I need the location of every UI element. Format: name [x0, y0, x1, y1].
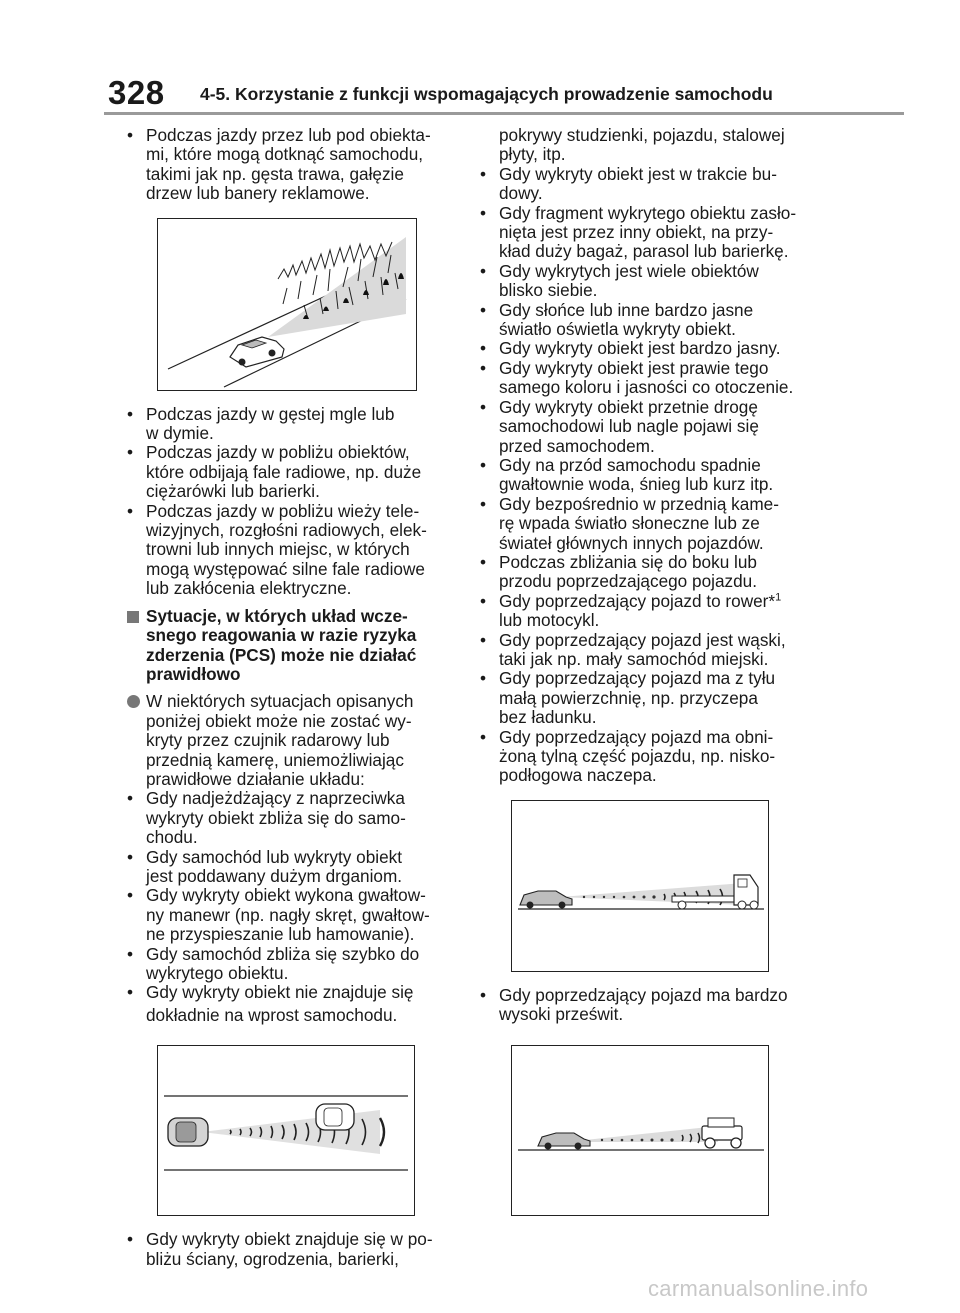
intro-paragraph: W niektórych sytuacjach opisanych poniżej obiekt może nie zostać wy- kryty przez czujnik radarowy lub przednią kamerę, uniemożliwiając prawidłowe działanie układu: — [127, 692, 467, 789]
page-number: 328 — [108, 74, 165, 111]
list-item: • Gdy wykryty obiekt przetnie drogę samochodowi lub nagle pojawi się przed samochodem. — [480, 396, 759, 456]
list-item: • Gdy wykryty obiekt znajduje się w po- bliżu ściany, ogrodzenia, barierki, — [127, 1229, 433, 1269]
list-item: • Gdy wykryty obiekt nie znajduje się dokładnie na wprost samochodu. — [127, 982, 414, 1025]
header-divider — [104, 112, 904, 115]
page-header — [0, 0, 960, 116]
list-item: • Podczas zbliżania się do boku lub przodu poprzedzającego pojazdu. — [480, 551, 757, 592]
watermark-text: carmanualsonline.info — [648, 1276, 869, 1301]
paragraph-marker-icon — [127, 695, 140, 708]
car-icon — [538, 1133, 590, 1150]
high-clearance-vehicle-icon — [702, 1118, 742, 1148]
left-column — [127, 126, 467, 1269]
list-item: • Podczas jazdy przez lub pod obiekta- mi, które mogą dotknąć samochodu, takimi jak np. gęsta trawa, gałęzie drzew lub banery reklamowe. — [127, 125, 431, 204]
list-item: • Gdy poprzedzający pojazd to rower*$^1$ lub motocykl. — [480, 590, 782, 631]
list-item: • Gdy wykrytych jest wiele obiektów blisko siebie. — [480, 260, 759, 301]
list-item: • Gdy na przód samochodu spadnie gwałtownie woda, śnieg lub kurz itp. — [480, 454, 774, 495]
continued-text: pokrywy studzienki, pojazdu, stalowej płyty, itp. — [499, 125, 785, 165]
figure-low-trailer — [511, 800, 769, 972]
list-item: • Gdy wykryty obiekt jest prawie tego samego koloru i jasności co otoczenie. — [480, 357, 794, 398]
list-item: • Gdy poprzedzający pojazd ma z tyłu małą powierzchnię, np. przyczepa bez ładunku. — [480, 668, 776, 728]
list-item: • Gdy słońce lub inne bardzo jasne światło oświetla wykryty obiekt. — [480, 299, 754, 340]
list-item: • Gdy poprzedzający pojazd jest wąski, taki jak np. mały samochód miejski. — [480, 629, 786, 669]
figure-high-clearance — [511, 1045, 769, 1216]
figure-offset-target — [157, 1045, 415, 1216]
section-heading: Sytuacje, w których układ wcze- snego reagowania w razie ryzyka zderzenia (PCS) może nie działać prawidłowo — [127, 607, 467, 685]
list-item: • Podczas jazdy w pobliżu wieży tele- wizyjnych, rozgłośni radiowych, elek- trowni lub innych miejsc, w których mogą występować silne fale radiowe lub zakłócenia elektryczne. — [127, 500, 427, 599]
list-item: • Gdy poprzedzający pojazd ma bardzo wysoki prześwit. — [480, 984, 788, 1025]
car-icon — [168, 1118, 208, 1146]
heading-marker-icon — [127, 611, 139, 623]
list-item: • Gdy nadjeżdżający z naprzeciwka wykryty obiekt zbliża się do samo- chodu. — [127, 788, 406, 848]
list-item: • Gdy bezpośrednio w przednią kame- rę wpada światło słoneczne lub ze świateł głównych innych pojazdów. — [480, 493, 779, 553]
right-column — [480, 126, 840, 1216]
list-item: • Gdy poprzedzający pojazd ma obni- żoną tylną część pojazdu, np. nisko- podłogowa naczepa. — [480, 726, 776, 786]
list-item: • Gdy wykryty obiekt jest bardzo jasny. — [480, 338, 781, 359]
list-item: • Gdy samochód lub wykryty obiekt jest poddawany dużym drganiom. — [127, 846, 403, 886]
bullet: • — [127, 125, 134, 145]
list-item: • Podczas jazdy w gęstej mgle lub w dymie. — [127, 403, 395, 444]
list-item: • Gdy wykryty obiekt jest w trakcie bu- dowy. — [480, 163, 777, 204]
list-item: • Podczas jazdy w pobliżu obiektów, które odbijają fale radiowe, np. duże ciężarówki lub barierki. — [127, 442, 422, 502]
footnote-marker: 1 — [775, 591, 782, 604]
list-item: • Gdy fragment wykrytego obiektu zasło- nięta jest przez inny obiekt, na przy- kład duży bagaż, parasol lub barierkę. — [480, 202, 797, 262]
section-title: 4-5. Korzystanie z funkcji wspomagających prowadzenie samochodu — [200, 84, 773, 104]
target-vehicle-icon — [316, 1104, 354, 1130]
car-icon — [520, 891, 572, 909]
list-item: • Gdy wykryty obiekt wykona gwałtow- ny manewr (np. nagły skręt, gwałtow- ne przyspieszanie lub hamowanie). — [127, 885, 430, 945]
list-item: • Gdy samochód zbliża się szybko do wykrytego obiektu. — [127, 943, 420, 983]
figure-grass-branches — [157, 218, 417, 391]
